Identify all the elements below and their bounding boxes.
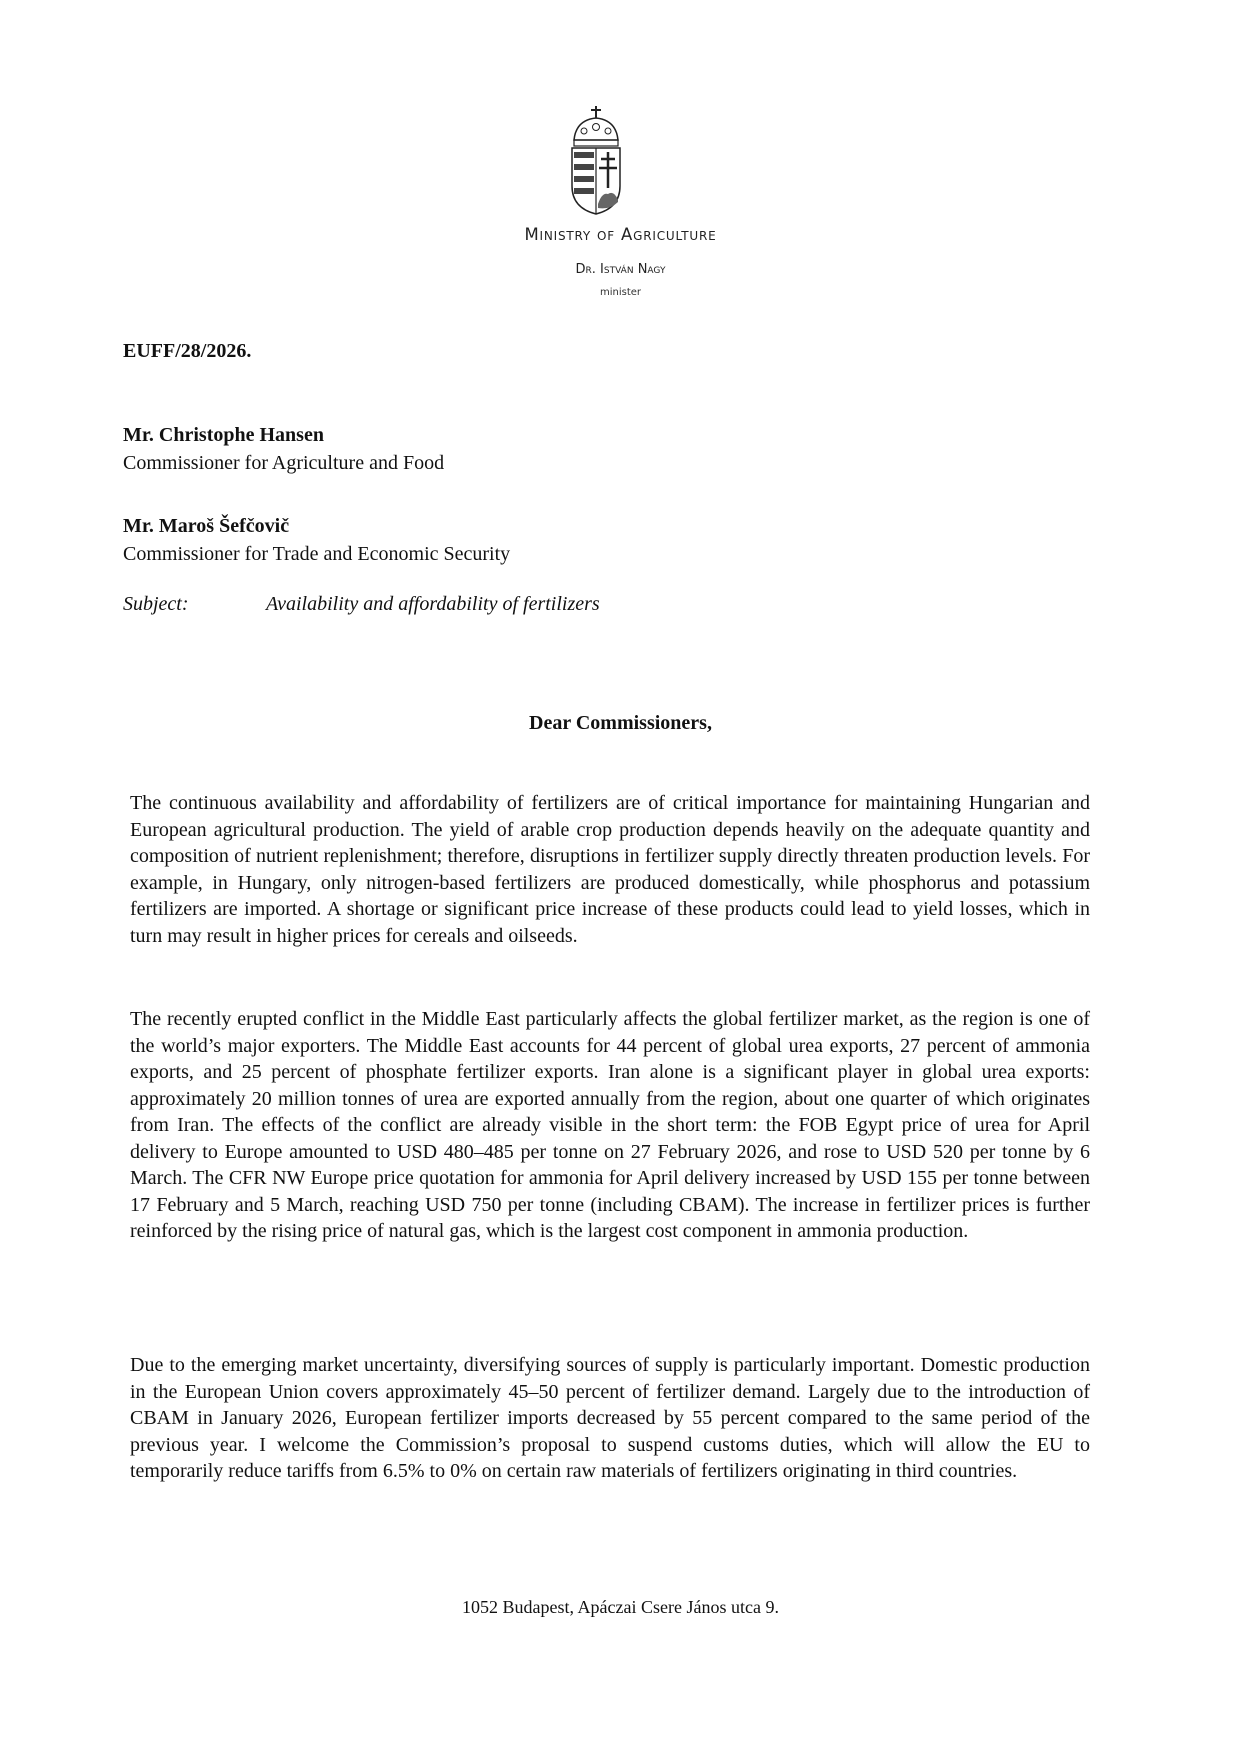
minister-name: Dr. István Nagy [575, 262, 666, 277]
recipient-title: Commissioner for Trade and Economic Security [123, 543, 511, 565]
minister-role: minister [599, 287, 642, 298]
recipient-name: Mr. Maroš Šefčovič [123, 515, 290, 537]
salutation: Dear Commissioners, [529, 712, 712, 734]
subject-label: Subject: [123, 593, 189, 615]
ministry-name: Ministry of Agriculture [524, 225, 717, 244]
body-paragraph: The continuous availability and affordability of fertilizers are of critical importance for maintaining Hungarian and European agricultural production. The yield of arable crop production depends heavily on the adequate quantity and composition of nutrient replenishment; therefore, disruptions in fertilizer supply directly threaten production levels. For example, in Hungary, only nitrogen-based fertilizers are produced domestically, while phosphorus and potassium fertilizers are imported. A shortage or significant price increase of these products could lead to yield losses, which in turn may result in higher prices for cereals and oilseeds. [130, 792, 1090, 947]
body-paragraph: The recently erupted conflict in the Middle East particularly affects the global fertilizer market, as the region is one of the world’s major exporters. The Middle East accounts for 44 percent of global urea exports, 27 percent of ammonia exports, and 25 percent of phosphate fertilizer exports. Iran alone is a significant player in global urea exports: approximately 20 million tonnes of urea are exported annually from the region, about one quarter of which originates from Iran. The effects of the conflict are already visible in the short term: the FOB Egypt price of urea for April delivery to Europe amounted to USD 480–485 per tonne on 27 February 2026, and rose to USD 520 per tonne by 6 March. The CFR NW Europe price quotation for ammonia for April delivery increased by USD 155 per tonne between 17 February and 5 March, reaching USD 750 per tonne (including CBAM). The increase in fertilizer prices is further reinforced by the rising price of natural gas, which is the largest cost component in ammonia production. [130, 1008, 1090, 1242]
recipient-title: Commissioner for Agriculture and Food [123, 452, 445, 474]
footer-address: 1052 Budapest, Apáczai Csere János utca 9. [462, 1597, 779, 1617]
recipient-block [123, 512, 510, 568]
reference-number: EUFF/28/2026. [123, 340, 252, 362]
recipient-name: Mr. Christophe Hansen [123, 424, 324, 446]
subject-text: Availability and affordability of fertilizers [266, 593, 600, 615]
subject-line [123, 593, 600, 616]
recipient-block [123, 421, 444, 477]
hungarian-coat-of-arms-icon [566, 104, 626, 216]
body-paragraph: Due to the emerging market uncertainty, diversifying sources of supply is particularly important. Domestic production in the European Union covers approximately 45–50 percent of fertilizer demand. Largely due to the introduction of CBAM in January 2026, European fertilizer imports decreased by 55 percent compared to the same period of the previous year. I welcome the Commission’s proposal to suspend customs duties, which will allow the EU to temporarily reduce tariffs from 6.5% to 0% on certain raw materials of fertilizers originating in third countries. [130, 1354, 1090, 1482]
